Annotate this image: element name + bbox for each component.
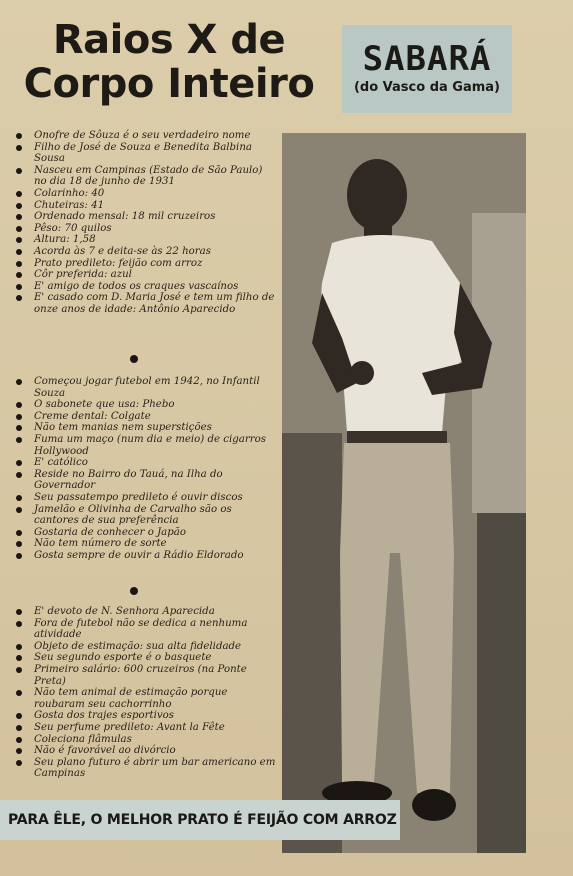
fact-item: Creme dental: Colgate: [6, 411, 276, 423]
title-line-2: Corpo Inteiro: [23, 61, 315, 107]
fact-item: Seu perfume predileto: Avant la Fête: [6, 722, 276, 734]
fact-item: Seu passatempo predileto é ouvir discos: [6, 492, 276, 504]
fact-item: E' devoto de N. Senhora Aparecida: [6, 606, 276, 618]
fact-item: Altura: 1,58: [6, 234, 276, 246]
facts-section-1: [6, 130, 276, 316]
fact-item: E' católico: [6, 457, 276, 469]
fact-item: Onofre de Sôuza é o seu verdadeiro nome: [6, 130, 276, 142]
fact-item: Pêso: 70 quilos: [6, 223, 276, 235]
section-separator-dot: [130, 355, 138, 363]
fact-item: Jamelão e Olivinha de Carvalho são os cantores de sua preferência: [6, 504, 276, 527]
fact-item: Nasceu em Campinas (Estado de São Paulo) no dia 18 de junho de 1931: [6, 165, 276, 188]
fact-item: Não tem número de sorte: [6, 538, 276, 550]
facts-section-2: [6, 376, 276, 562]
fact-item: E' casado com D. Maria José e tem um filho de onze anos de idade: Antônio Aparecido: [6, 292, 276, 315]
fact-item: Prato predileto: feijão com arroz: [6, 258, 276, 270]
fact-item: Gosta dos trajes esportivos: [6, 710, 276, 722]
facts-section-3: [6, 606, 276, 780]
page-title: [14, 18, 324, 106]
subject-name-box: [342, 25, 512, 113]
fact-item: Gosta sempre de ouvir a Rádio Eldorado: [6, 550, 276, 562]
fact-item: Ordenado mensal: 18 mil cruzeiros: [6, 211, 276, 223]
fact-item: Côr preferida: azul: [6, 269, 276, 281]
fact-item: Seu segundo esporte é o basquete: [6, 652, 276, 664]
fact-item: Gostaria de conhecer o Japão: [6, 527, 276, 539]
fact-item: Reside no Bairro do Tauá, na Ilha do Governador: [6, 469, 276, 492]
fact-item: Chuteiras: 41: [6, 200, 276, 212]
fact-item: Primeiro salário: 600 cruzeiros (na Ponte Preta): [6, 664, 276, 687]
fact-item: Começou jogar futebol em 1942, no Infantil Souza: [6, 376, 276, 399]
fact-item: Não tem animal de estimação porque roubaram seu cachorrinho: [6, 687, 276, 710]
fact-item: Filho de José de Souza e Benedita Balbina Sousa: [6, 142, 276, 165]
fact-item: Fora de futebol não se dedica a nenhuma atividade: [6, 618, 276, 641]
fact-item: Colarinho: 40: [6, 188, 276, 200]
title-line-1: Raios X de: [52, 17, 286, 63]
subject-name: SABARÁ: [362, 39, 492, 79]
fact-item: Fuma um maço (num dia e meio) de cigarros Hollywood: [6, 434, 276, 457]
player-photo: [282, 133, 526, 853]
fact-item: Não tem manias nem superstições: [6, 422, 276, 434]
section-separator-dot: [130, 587, 138, 595]
photo-caption: PARA ÊLE, O MELHOR PRATO É FEIJÃO COM ARROZ: [0, 800, 400, 840]
fact-item: Acorda às 7 e deita-se às 22 horas: [6, 246, 276, 258]
fact-item: Não é favorável ao divórcio: [6, 745, 276, 757]
fact-item: Coleciona flâmulas: [6, 734, 276, 746]
player-figure-illustration: [282, 133, 526, 853]
fact-item: Seu plano futuro é abrir um bar americano em Campinas: [6, 757, 276, 780]
fact-item: Objeto de estimação: sua alta fidelidade: [6, 641, 276, 653]
subject-club: (do Vasco da Gama): [353, 80, 501, 95]
fact-item: O sabonete que usa: Phebo: [6, 399, 276, 411]
fact-item: E' amigo de todos os craques vascaínos: [6, 281, 276, 293]
